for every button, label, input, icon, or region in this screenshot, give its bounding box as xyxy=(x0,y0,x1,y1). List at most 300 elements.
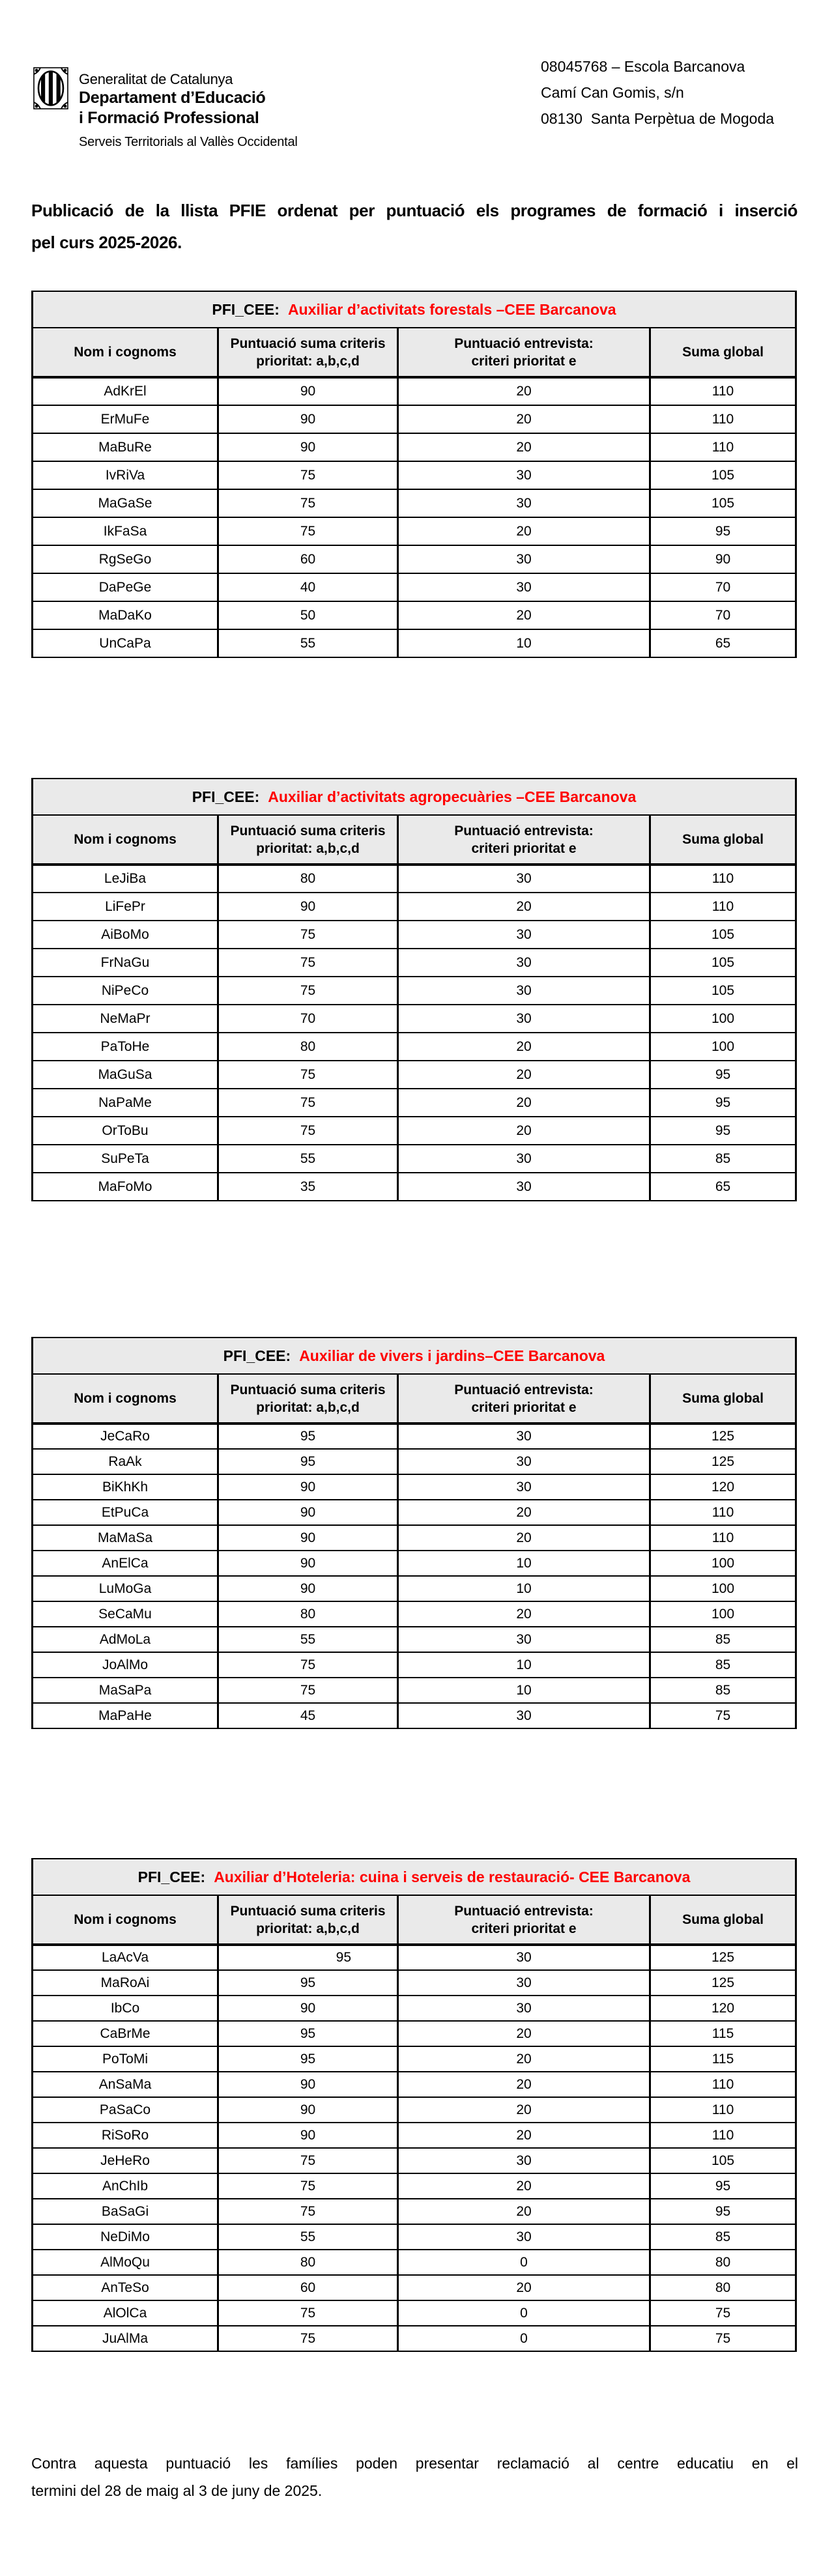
score-cell: 110 xyxy=(650,2072,796,2097)
name-cell: MaBuRe xyxy=(33,433,218,461)
table-row xyxy=(33,405,796,433)
score-cell: 30 xyxy=(398,1703,650,1728)
generalitat-logo xyxy=(33,66,298,150)
pfi-table-4 xyxy=(31,1858,795,2352)
table-row xyxy=(33,1945,796,1970)
column-header-name: Nom i cognoms xyxy=(33,328,218,377)
score-cell: 95 xyxy=(650,1089,796,1117)
score-cell: 20 xyxy=(398,433,650,461)
score-cell: 30 xyxy=(398,2148,650,2173)
pfi-score-table xyxy=(31,1858,797,2352)
name-cell: MaGaSe xyxy=(33,489,218,517)
name-cell: SuPeTa xyxy=(33,1145,218,1173)
pfi-score-table xyxy=(31,778,797,1201)
name-cell: AdKrEl xyxy=(33,377,218,405)
score-cell: 30 xyxy=(398,949,650,977)
score-cell: 120 xyxy=(650,1996,796,2021)
score-cell: 20 xyxy=(398,2123,650,2148)
score-cell: 20 xyxy=(398,2046,650,2072)
score-cell: 105 xyxy=(650,949,796,977)
score-cell: 90 xyxy=(218,1474,398,1500)
score-cell: 125 xyxy=(650,1424,796,1449)
table-row xyxy=(33,2199,796,2224)
table-row xyxy=(33,2326,796,2351)
score-cell: 125 xyxy=(650,1449,796,1474)
score-cell: 75 xyxy=(218,2199,398,2224)
name-cell: LuMoGa xyxy=(33,1576,218,1601)
table-row xyxy=(33,2173,796,2199)
score-cell: 20 xyxy=(398,405,650,433)
score-cell: 100 xyxy=(650,1551,796,1576)
score-cell: 80 xyxy=(218,1033,398,1061)
score-cell: 30 xyxy=(398,921,650,949)
table-row xyxy=(33,2250,796,2275)
name-cell: AnSaMa xyxy=(33,2072,218,2097)
table-row xyxy=(33,1173,796,1201)
table-row xyxy=(33,2072,796,2097)
score-cell: 90 xyxy=(218,1525,398,1551)
score-cell: 75 xyxy=(218,461,398,489)
score-cell: 95 xyxy=(218,1424,398,1449)
page-title xyxy=(31,195,798,259)
table-row xyxy=(33,1033,796,1061)
name-cell: MaMaSa xyxy=(33,1525,218,1551)
program-name: Auxiliar d’activitats agropecuàries –CEE Barcanova xyxy=(268,788,637,805)
score-cell: 75 xyxy=(218,1652,398,1678)
score-cell: 75 xyxy=(218,2300,398,2326)
score-cell: 75 xyxy=(650,1703,796,1728)
score-cell: 75 xyxy=(218,2326,398,2351)
table-title xyxy=(33,779,796,815)
score-cell: 65 xyxy=(650,1173,796,1201)
table-title xyxy=(33,1859,796,1895)
score-cell: 45 xyxy=(218,1703,398,1728)
score-cell: 95 xyxy=(650,2199,796,2224)
column-header-interview-score: Puntuació entrevista: criteri prioritat e xyxy=(398,328,650,377)
name-cell: RaAk xyxy=(33,1449,218,1474)
footer-note-line: termini del 28 de maig al 3 de juny de 2025. xyxy=(31,2482,323,2499)
score-cell: 75 xyxy=(218,921,398,949)
score-cell: 105 xyxy=(650,489,796,517)
score-cell: 90 xyxy=(218,1576,398,1601)
column-header-name: Nom i cognoms xyxy=(33,815,218,865)
score-cell: 90 xyxy=(218,377,398,405)
score-cell: 10 xyxy=(398,629,650,657)
name-cell: BaSaGi xyxy=(33,2199,218,2224)
name-cell: FrNaGu xyxy=(33,949,218,977)
table-row xyxy=(33,1703,796,1728)
table-row xyxy=(33,1005,796,1033)
score-cell: 105 xyxy=(650,2148,796,2173)
score-cell: 115 xyxy=(650,2021,796,2046)
program-name: Auxiliar de vivers i jardins–CEE Barcanova xyxy=(299,1347,605,1364)
table-row xyxy=(33,1145,796,1173)
score-cell: 30 xyxy=(398,1996,650,2021)
name-cell: NeDiMo xyxy=(33,2224,218,2250)
name-cell: SeCaMu xyxy=(33,1601,218,1627)
name-cell: NaPaMe xyxy=(33,1089,218,1117)
name-cell: NeMaPr xyxy=(33,1005,218,1033)
name-cell: AnTeSo xyxy=(33,2275,218,2300)
score-cell: 30 xyxy=(398,1173,650,1201)
table-row xyxy=(33,1970,796,1996)
score-cell: 100 xyxy=(650,1033,796,1061)
score-cell: 125 xyxy=(650,1945,796,1970)
score-cell: 115 xyxy=(650,2046,796,2072)
score-cell: 20 xyxy=(398,2072,650,2097)
score-cell: 95 xyxy=(650,2173,796,2199)
score-cell: 100 xyxy=(650,1576,796,1601)
table-row xyxy=(33,489,796,517)
table-row xyxy=(33,921,796,949)
score-cell: 75 xyxy=(650,2300,796,2326)
table-row xyxy=(33,893,796,921)
score-cell: 20 xyxy=(398,1525,650,1551)
score-cell: 85 xyxy=(650,1627,796,1652)
score-cell: 55 xyxy=(218,2224,398,2250)
table-row xyxy=(33,1576,796,1601)
school-address-block xyxy=(541,53,774,132)
score-cell: 100 xyxy=(650,1601,796,1627)
score-cell: 105 xyxy=(650,461,796,489)
score-cell: 90 xyxy=(218,405,398,433)
page-title-line: Publicació de la llista PFIE ordenat per puntuació els programes de formació i inserció xyxy=(31,201,798,220)
score-cell: 30 xyxy=(398,2224,650,2250)
name-cell: RgSeGo xyxy=(33,545,218,573)
score-cell: 110 xyxy=(650,1525,796,1551)
score-cell: 30 xyxy=(398,489,650,517)
score-cell: 90 xyxy=(650,545,796,573)
pfi-score-table xyxy=(31,1337,797,1729)
table-row xyxy=(33,1627,796,1652)
score-cell: 110 xyxy=(650,865,796,893)
table-row xyxy=(33,1601,796,1627)
table-row xyxy=(33,1500,796,1525)
score-cell: 105 xyxy=(650,977,796,1005)
score-cell: 75 xyxy=(218,1061,398,1089)
name-cell: CaBrMe xyxy=(33,2021,218,2046)
name-cell: MaPaHe xyxy=(33,1703,218,1728)
column-header-interview-score: Puntuació entrevista: criteri prioritat e xyxy=(398,1895,650,1945)
score-cell: 20 xyxy=(398,2021,650,2046)
score-cell: 10 xyxy=(398,1576,650,1601)
table-row xyxy=(33,1678,796,1703)
school-street: Camí Can Gomis, s/n xyxy=(541,84,684,101)
score-cell: 110 xyxy=(650,377,796,405)
score-cell: 30 xyxy=(398,1474,650,1500)
score-cell: 80 xyxy=(218,865,398,893)
table-title-row xyxy=(33,291,796,328)
score-cell: 30 xyxy=(398,1970,650,1996)
table-title-prefix: PFI_CEE: xyxy=(192,788,260,805)
score-cell: 20 xyxy=(398,517,650,545)
name-cell: JeCaRo xyxy=(33,1424,218,1449)
column-header-total: Suma global xyxy=(650,815,796,865)
score-cell: 100 xyxy=(650,1005,796,1033)
score-cell: 30 xyxy=(398,573,650,601)
score-cell: 110 xyxy=(650,2123,796,2148)
score-cell: 40 xyxy=(218,573,398,601)
pfi-table-3 xyxy=(31,1337,795,1729)
score-cell: 60 xyxy=(218,545,398,573)
score-cell: 0 xyxy=(398,2300,650,2326)
name-cell: DaPeGe xyxy=(33,573,218,601)
table-title-prefix: PFI_CEE: xyxy=(212,300,280,318)
name-cell: OrToBu xyxy=(33,1117,218,1145)
score-cell: 60 xyxy=(218,2275,398,2300)
score-cell: 75 xyxy=(218,517,398,545)
name-cell: LaAcVa xyxy=(33,1945,218,1970)
score-cell: 0 xyxy=(398,2326,650,2351)
score-cell: 50 xyxy=(218,601,398,629)
org-name-line: i Formació Professional xyxy=(79,109,259,127)
pfi-table-1 xyxy=(31,291,795,658)
score-cell: 110 xyxy=(650,893,796,921)
name-cell: MaDaKo xyxy=(33,601,218,629)
table-row xyxy=(33,1996,796,2021)
table-row xyxy=(33,2097,796,2123)
score-cell: 75 xyxy=(218,1117,398,1145)
table-row xyxy=(33,629,796,657)
score-cell: 20 xyxy=(398,1089,650,1117)
column-header-criteria-score: Puntuació suma criteris prioritat: a,b,c,d xyxy=(218,815,398,865)
table-title xyxy=(33,1338,796,1374)
score-cell: 95 xyxy=(650,1061,796,1089)
name-cell: AnElCa xyxy=(33,1551,218,1576)
table-row xyxy=(33,2300,796,2326)
score-cell: 30 xyxy=(398,545,650,573)
score-cell: 55 xyxy=(218,1145,398,1173)
score-cell: 10 xyxy=(398,1551,650,1576)
name-cell: AlOlCa xyxy=(33,2300,218,2326)
footer-note-line: Contra aquesta puntuació les famílies poden presentar reclamació al centre educatiu en el xyxy=(31,2455,798,2472)
name-cell: JuAlMa xyxy=(33,2326,218,2351)
table-row xyxy=(33,573,796,601)
score-cell: 90 xyxy=(218,1996,398,2021)
pfi-table-2 xyxy=(31,778,795,1201)
org-name-line: Departament d’Educació xyxy=(79,89,266,107)
column-header-name: Nom i cognoms xyxy=(33,1374,218,1424)
table-row xyxy=(33,1652,796,1678)
table-row xyxy=(33,2046,796,2072)
score-cell: 110 xyxy=(650,1500,796,1525)
name-cell: MaFoMo xyxy=(33,1173,218,1201)
score-cell: 85 xyxy=(650,2224,796,2250)
score-cell: 30 xyxy=(398,865,650,893)
score-cell: 30 xyxy=(398,461,650,489)
score-cell: 90 xyxy=(218,2123,398,2148)
table-header-row xyxy=(33,328,796,377)
column-header-interview-score: Puntuació entrevista: criteri prioritat e xyxy=(398,1374,650,1424)
score-cell: 20 xyxy=(398,2199,650,2224)
score-cell: 20 xyxy=(398,1601,650,1627)
score-cell: 125 xyxy=(650,1970,796,1996)
name-cell: PaSaCo xyxy=(33,2097,218,2123)
score-cell: 30 xyxy=(398,1945,650,1970)
table-row xyxy=(33,433,796,461)
table-row xyxy=(33,1449,796,1474)
name-cell: BiKhKh xyxy=(33,1474,218,1500)
name-cell: PoToMi xyxy=(33,2046,218,2072)
table-row xyxy=(33,1474,796,1500)
name-cell: IkFaSa xyxy=(33,517,218,545)
name-cell: LeJiBa xyxy=(33,865,218,893)
score-cell: 95 xyxy=(218,1449,398,1474)
pfi-score-table xyxy=(31,291,797,658)
score-cell: 0 xyxy=(398,2250,650,2275)
score-cell: 70 xyxy=(218,1005,398,1033)
score-cell: 85 xyxy=(650,1652,796,1678)
score-cell: 20 xyxy=(398,1117,650,1145)
school-code-name: 08045768 – Escola Barcanova xyxy=(541,58,745,75)
table-header-row xyxy=(33,1895,796,1945)
score-cell: 90 xyxy=(218,2097,398,2123)
table-row xyxy=(33,1117,796,1145)
score-cell: 75 xyxy=(218,949,398,977)
generalitat-emblem-icon xyxy=(33,66,69,110)
table-row xyxy=(33,517,796,545)
score-cell: 20 xyxy=(398,2173,650,2199)
score-cell: 85 xyxy=(650,1145,796,1173)
score-cell: 30 xyxy=(398,1145,650,1173)
table-row xyxy=(33,1061,796,1089)
table-row xyxy=(33,1089,796,1117)
score-cell: 80 xyxy=(650,2250,796,2275)
column-header-interview-score: Puntuació entrevista: criteri prioritat e xyxy=(398,815,650,865)
program-name: Auxiliar d’Hoteleria: cuina i serveis de restauració- CEE Barcanova xyxy=(214,1868,691,1885)
name-cell: AlMoQu xyxy=(33,2250,218,2275)
name-cell: PaToHe xyxy=(33,1033,218,1061)
score-cell: 30 xyxy=(398,1449,650,1474)
score-cell: 20 xyxy=(398,1033,650,1061)
score-cell: 30 xyxy=(398,1005,650,1033)
program-name: Auxiliar d’activitats forestals –CEE Barcanova xyxy=(287,300,616,318)
table-row xyxy=(33,601,796,629)
name-cell: JoAlMo xyxy=(33,1652,218,1678)
table-row xyxy=(33,461,796,489)
table-row xyxy=(33,377,796,405)
score-cell: 75 xyxy=(218,489,398,517)
table-row xyxy=(33,977,796,1005)
score-cell: 20 xyxy=(398,2097,650,2123)
table-row xyxy=(33,2148,796,2173)
score-cell: 80 xyxy=(650,2275,796,2300)
score-cell: 95 xyxy=(218,1945,398,1970)
name-cell: RiSoRo xyxy=(33,2123,218,2148)
score-cell: 75 xyxy=(218,977,398,1005)
column-header-criteria-score: Puntuació suma criteris prioritat: a,b,c,d xyxy=(218,328,398,377)
score-cell: 90 xyxy=(218,2072,398,2097)
score-cell: 110 xyxy=(650,405,796,433)
table-row xyxy=(33,2021,796,2046)
table-row xyxy=(33,2224,796,2250)
score-cell: 95 xyxy=(650,517,796,545)
school-city: 08130 Santa Perpètua de Mogoda xyxy=(541,110,775,127)
name-cell: UnCaPa xyxy=(33,629,218,657)
name-cell: MaRoAi xyxy=(33,1970,218,1996)
score-cell: 55 xyxy=(218,629,398,657)
table-header-row xyxy=(33,1374,796,1424)
table-title-row xyxy=(33,1859,796,1895)
score-cell: 70 xyxy=(650,601,796,629)
column-header-criteria-score: Puntuació suma criteris prioritat: a,b,c,d xyxy=(218,1895,398,1945)
score-cell: 35 xyxy=(218,1173,398,1201)
score-cell: 110 xyxy=(650,2097,796,2123)
table-row xyxy=(33,1525,796,1551)
score-cell: 80 xyxy=(218,1601,398,1627)
page-title-line: pel curs 2025-2026. xyxy=(31,233,182,252)
score-cell: 90 xyxy=(218,1551,398,1576)
table-header-row xyxy=(33,815,796,865)
score-cell: 75 xyxy=(650,2326,796,2351)
org-name-line: Generalitat de Catalunya xyxy=(79,71,233,87)
name-cell: MaGuSa xyxy=(33,1061,218,1089)
score-cell: 20 xyxy=(398,893,650,921)
name-cell: AiBoMo xyxy=(33,921,218,949)
table-title xyxy=(33,291,796,328)
score-cell: 95 xyxy=(218,2021,398,2046)
table-row xyxy=(33,2275,796,2300)
score-cell: 75 xyxy=(218,2173,398,2199)
footer-note xyxy=(31,2450,798,2504)
name-cell: AdMoLa xyxy=(33,1627,218,1652)
score-cell: 90 xyxy=(218,433,398,461)
score-cell: 70 xyxy=(650,573,796,601)
score-cell: 20 xyxy=(398,1500,650,1525)
name-cell: ErMuFe xyxy=(33,405,218,433)
score-cell: 90 xyxy=(218,893,398,921)
table-row xyxy=(33,1424,796,1449)
score-cell: 55 xyxy=(218,1627,398,1652)
score-cell: 80 xyxy=(218,2250,398,2275)
score-cell: 90 xyxy=(218,1500,398,1525)
score-cell: 30 xyxy=(398,977,650,1005)
score-cell: 95 xyxy=(650,1117,796,1145)
column-header-criteria-score: Puntuació suma criteris prioritat: a,b,c,d xyxy=(218,1374,398,1424)
table-row xyxy=(33,949,796,977)
score-cell: 10 xyxy=(398,1678,650,1703)
score-cell: 75 xyxy=(218,1678,398,1703)
name-cell: IbCo xyxy=(33,1996,218,2021)
name-cell: JeHeRo xyxy=(33,2148,218,2173)
name-cell: EtPuCa xyxy=(33,1500,218,1525)
score-cell: 95 xyxy=(218,2046,398,2072)
table-title-prefix: PFI_CEE: xyxy=(223,1347,291,1364)
name-cell: MaSaPa xyxy=(33,1678,218,1703)
score-cell: 120 xyxy=(650,1474,796,1500)
score-cell: 30 xyxy=(398,1424,650,1449)
score-cell: 95 xyxy=(218,1970,398,1996)
org-territorial-services-line: Serveis Territorials al Vallès Occidental xyxy=(79,135,298,149)
score-cell: 110 xyxy=(650,433,796,461)
table-row xyxy=(33,2123,796,2148)
table-title-row xyxy=(33,779,796,815)
score-cell: 85 xyxy=(650,1678,796,1703)
score-cell: 75 xyxy=(218,1089,398,1117)
org-name-block xyxy=(79,66,298,150)
table-row xyxy=(33,545,796,573)
table-row xyxy=(33,865,796,893)
name-cell: AnChIb xyxy=(33,2173,218,2199)
score-cell: 10 xyxy=(398,1652,650,1678)
table-title-row xyxy=(33,1338,796,1374)
score-cell: 20 xyxy=(398,1061,650,1089)
column-header-total: Suma global xyxy=(650,1895,796,1945)
name-cell: NiPeCo xyxy=(33,977,218,1005)
column-header-total: Suma global xyxy=(650,328,796,377)
score-cell: 105 xyxy=(650,921,796,949)
score-cell: 20 xyxy=(398,2275,650,2300)
